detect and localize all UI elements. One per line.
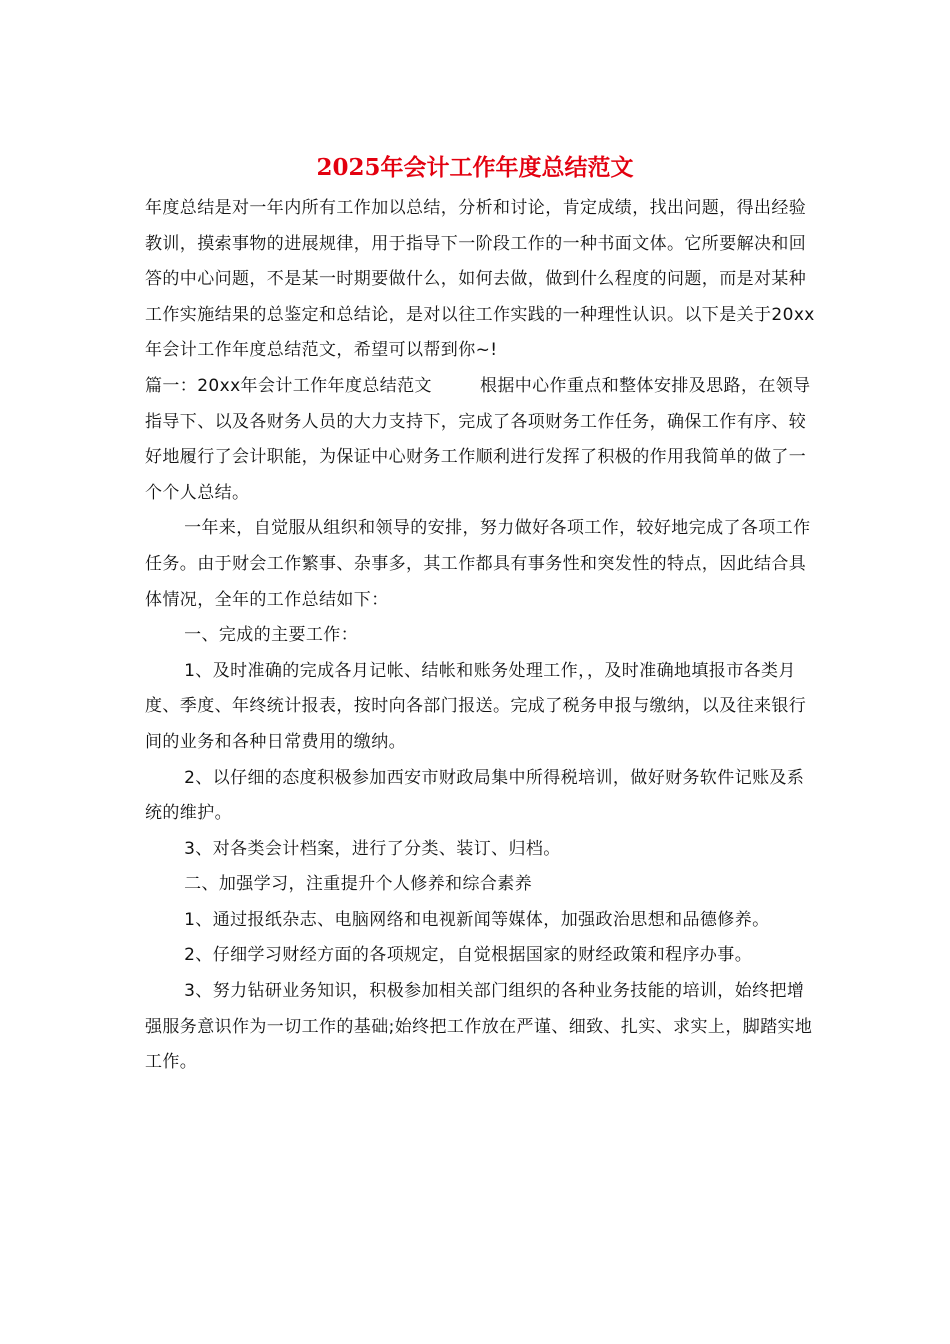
body-paragraph: 2、仔细学习财经方面的各项规定，自觉根据国家的财经政策和程序办事。: [184, 945, 753, 966]
subheading-study: 二、加强学习，注重提升个人修养和综合素养: [184, 874, 533, 895]
document-body: [145, 191, 815, 1081]
section-heading: 篇一：20xx年会计工作年度总结范文: [145, 375, 432, 396]
body-paragraph: 3、对各类会计档案，进行了分类、装订、归档。: [184, 838, 561, 859]
subheading-main-work: 一、完成的主要工作：: [184, 625, 359, 646]
body-paragraph: 3、努力钻研业务知识，积极参加相关部门组织的各种业务技能的培训，始终把增强服务意识作为一切工作的基础;始终把工作放在严谨、细致、扎实、求实上，脚踏实地工作。: [145, 981, 813, 1073]
body-paragraph: 1、通过报纸杂志、电脑网络和电视新闻等媒体，加强政治思想和品德修养。: [184, 909, 770, 930]
body-paragraph: 2、以仔细的态度积极参加西安市财政局集中所得税培训，做好财务软件记账及系统的维护。: [145, 767, 805, 824]
document-title: 2025年会计工作年度总结范文: [316, 154, 634, 181]
section-first-paragraph: [145, 369, 815, 511]
section-first-text: 根据中心作重点和整体安排及思路，在领导指导下、以及各财务人员的大力支持下，完成了各项财务工作任务，确保工作有序、较好地履行了会计职能，为保证中心财务工作顺利进行发挥了积极的作用我简单的做了一个个人总结。: [145, 375, 811, 503]
body-paragraph: 一年来，自觉服从组织和领导的安排，努力做好各项工作，较好地完成了各项工作任务。由于财会工作繁事、杂事多，其工作都具有事务性和突发性的特点，因此结合具体情况，全年的工作总结如下：: [145, 518, 811, 610]
intro-paragraph: 年度总结是对一年内所有工作加以总结，分析和讨论，肯定成绩，找出问题，得出经验教训，摸索事物的进展规律，用于指导下一阶段工作的一种书面文体。它所要解决和回答的中心问题，不是某一时期要做什么，如何去做，做到什么程度的问题，而是对某种工作实施结果的总鉴定和总结论，是对以往工作实践的一种理性认识。以下是关于20xx年会计工作年度总结范文，希望可以帮到你~!: [145, 198, 815, 361]
body-paragraph: 1、及时准确的完成各月记帐、结帐和账务处理工作，，及时准确地填报市各类月度、季度、年终统计报表，按时向各部门报送。完成了税务申报与缴纳，以及往来银行间的业务和各种日常费用的缴纳。: [145, 660, 807, 752]
